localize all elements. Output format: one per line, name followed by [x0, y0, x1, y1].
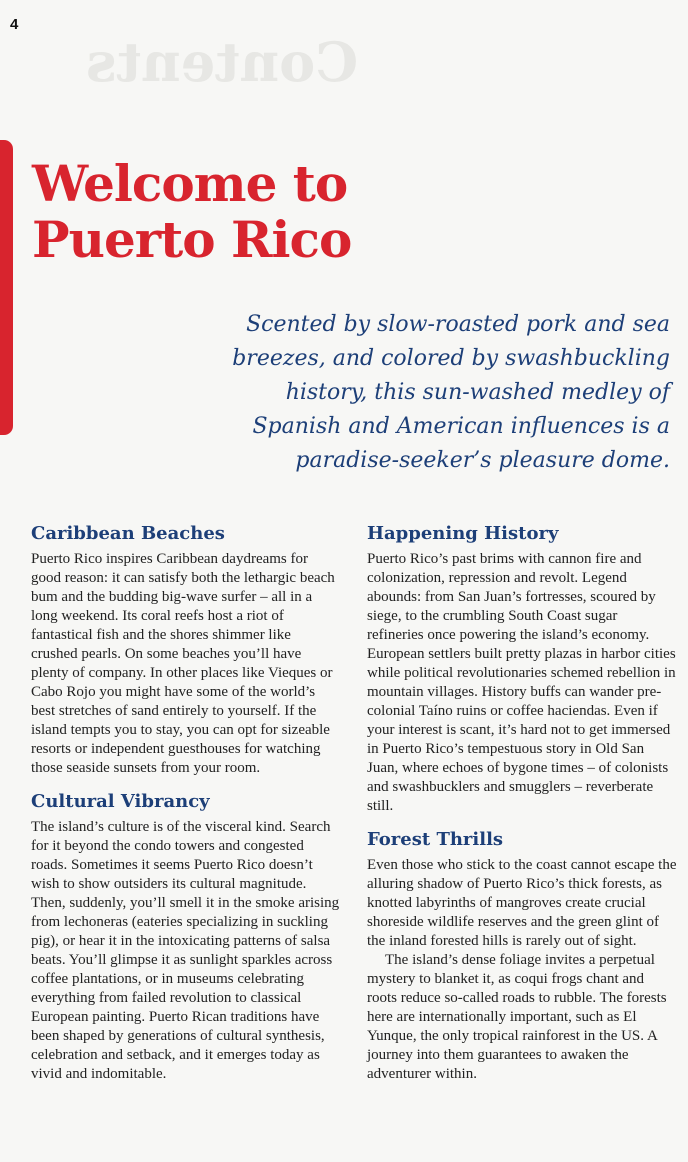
background-contents-text: Contents — [86, 30, 359, 94]
section-paragraph: Even those who stick to the coast cannot escape the alluring shadow of Puerto Rico’s thick forests, as knotted labyrinths of mangroves create crucial shoreside wildlife reserves and the green glint of the inland forested hills is rarely out of sight. — [367, 857, 677, 949]
section-paragraph: Puerto Rico inspires Caribbean daydreams for good reason: it can satisfy both the lethargic beach bum and the budding big-wave surfer – all in a long weekend. Its coral reefs host a riot of fantastical fish and the shores shimmer like crushed pearls. On some beaches you’ll have plenty of company. In other places like Vieques or Cabo Rojo you might have some of the world’s best stretches of sand entirely to yourself. If the island tempts you to stay, you can opt for sizeable resorts or independent guesthouses for watching those seaside sunsets from your room. — [31, 551, 335, 776]
left-column — [31, 522, 341, 1096]
section-paragraph: The island’s culture is of the visceral kind. Search for it beyond the condo towers and congested roads. Sometimes it seems Puerto Rico doesn’t wish to show outsiders its cultural magnitude. Then, suddenly, you’ll smell it in the smoke arising from lechoneras (eateries specializing in suckling pig), or hear it in the intoxicating patterns of salsa beats. You’ll glimpse it as sunlight sparkles across coffee plantations, or in museums celebrating everything from failed revolution to classical European painting. Puerto Rican traditions have been shaped by generations of cultural synthesis, celebration and setback, and it emerges today as vivid and indomitable. — [31, 819, 340, 1082]
section-heading: Happening History — [367, 523, 559, 544]
right-column — [367, 522, 677, 1096]
section-heading: Cultural Vibrancy — [31, 791, 210, 812]
section-forest-thrills — [367, 828, 677, 1084]
section-heading: Forest Thrills — [367, 829, 504, 850]
section-paragraph: Puerto Rico’s past brims with cannon fire and colonization, repression and revolt. Legend abounds: from San Juan’s fortresses, scoured by siege, to the crumbling South Coast sugar refineries once powering the island’s economy. European settlers built pretty plazas in harbor cities while political revolutionaries schemed rebellion in mountain villages. History buffs can wander pre-colonial Taíno ruins or coffee haciendas. Even if your interest is scant, it’s hard not to get immersed in Puerto Rico’s tempestuous story in Old San Juan, where echoes of bygone times – of colonists and swashbucklers and smugglers – reverberate still. — [367, 551, 676, 814]
title-line-2: Puerto Rico — [32, 210, 352, 269]
page-title — [32, 156, 351, 268]
title-line-1: Welcome to — [32, 154, 348, 213]
intro-text: Scented by slow-roasted pork and sea breezes, and colored by swashbuckling history, this sun-washed medley of Spanish and American influences is a paradise-seeker’s pleasure dome. — [232, 312, 670, 473]
page-number: 4 — [10, 16, 19, 33]
section-heading: Caribbean Beaches — [31, 523, 225, 544]
section-paragraph: The island’s dense foliage invites a perpetual mystery to blanket it, as coqui frogs chant and roots reduce so-called roads to rubble. The forests here are internationally important, such as El Yunque, the only tropical rainforest in the US. A journey into them guarantees to awaken the adventurer within. — [367, 952, 667, 1082]
section-happening-history — [367, 522, 677, 816]
section-cultural-vibrancy — [31, 790, 341, 1084]
section-caribbean-beaches — [31, 522, 341, 778]
red-section-tab — [0, 140, 13, 435]
